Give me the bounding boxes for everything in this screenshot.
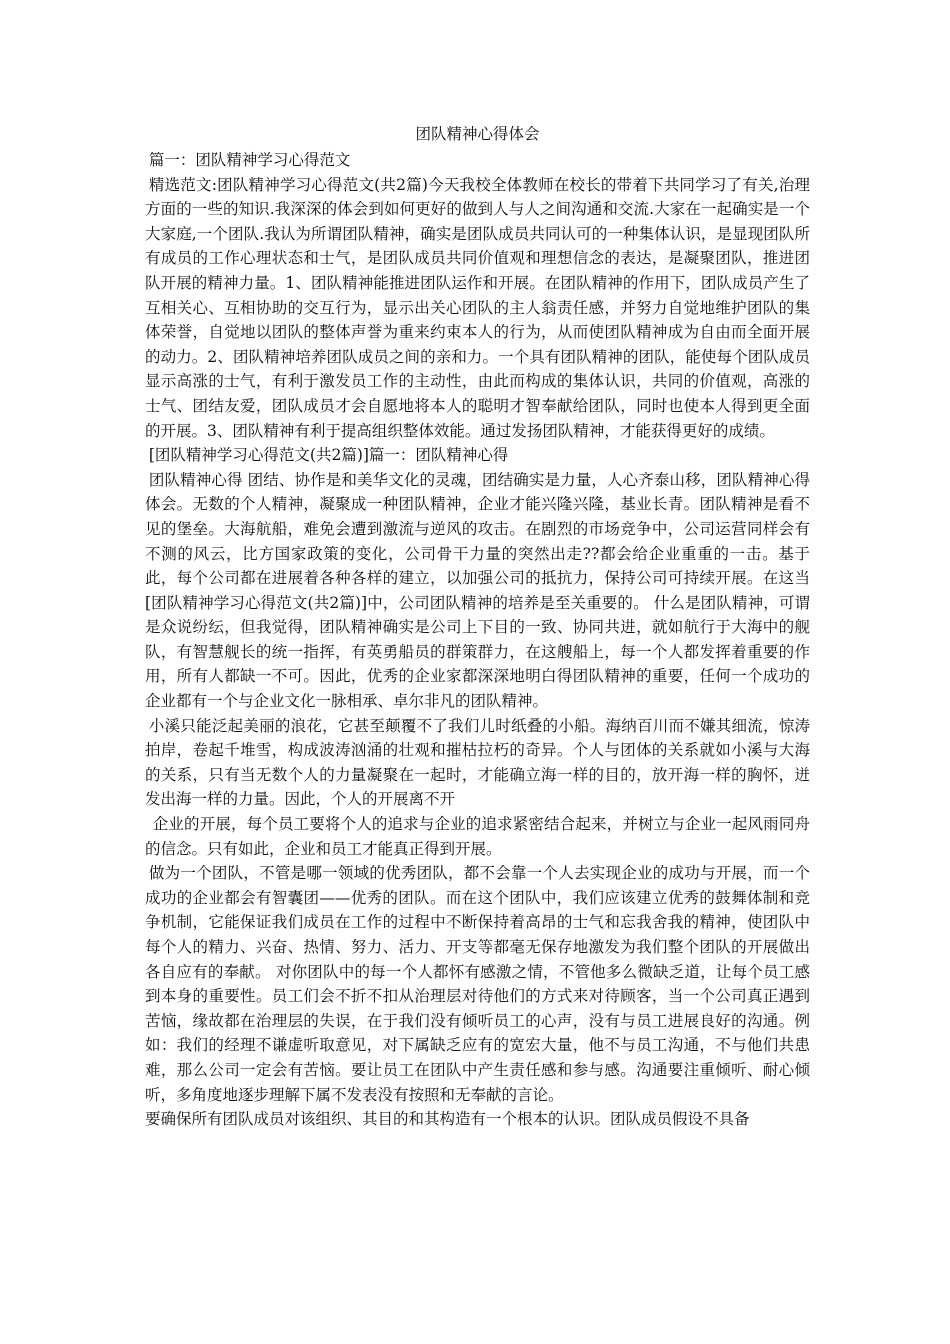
- paragraph-5: 做为一个团队，不管是哪一领域的优秀团队，都不会靠一个人去实现企业的成功与开展，而一个成功的企业都会有智囊团——优秀的团队。而在这个团队中，我们应该建立优秀的鼓舞体制和竞争机制，它能保证我们成员在工作的过程中不断保持着高昂的士气和忘我舍我的精神，使团队中每个人的精力、兴奋、热情、努力、活力、开支等都毫无保存地激发为我们整个团队的开展做出各自应有的奉献。 对你团队中的每一个人都怀有感激之情，不管他多么微缺乏道，让每个员工感到本身的重要性。员工们会不折不扣从治理层对待他们的方式来对待顾客，当一个公司真正遇到苦恼，缘故都在治理层的失误，在于我们没有倾听员工的心声，没有与员工进展良好的沟通。例如：我们的经理不谦虚听取意见，对下属缺乏应有的宽宏大量，他不与员工沟通，不与他们共患难，那么公司一定会有苦恼。要让员工在团队中产生责任感和参与感。沟通要注重倾听、耐心倾听，多角度地逐步理解下属不发表没有按照和无奉献的言论。: [145, 864, 810, 1104]
- section-heading-1: 篇一：团队精神学习心得范文: [148, 151, 351, 169]
- paragraph-4: 企业的开展，每个员工要将个人的追求与企业的追求紧密结合起来，并树立与企业一起风雨同舟的信念。只有如此，企业和员工才能真正得到开展。: [145, 815, 810, 858]
- document-title: 团队精神心得体会: [415, 125, 540, 143]
- paragraph-2: 团队精神心得 团结、协作是和美华文化的灵魂，团结确实是力量，人心齐泰山移，团队精神心得体会。无数的个人精神，凝聚成一种团队精神，企业才能兴隆兴隆，基业长青。团队精神是看不见的堡垒。大海航船，难免会遭到激流与逆风的攻击。在剧烈的市场竞争中，公司运营同样会有不测的风云，比方国家政策的变化，公司骨干力量的突然出走??都会给企业重重的一击。基于此，每个公司都在进展着各种各样的建立，以加强公司的抵抗力，保持公司可持续开展。在这当[团队精神学习心得范文(共2篇)]中，公司团队精神的培养是至关重要的。 什么是团队精神，可谓是众说纷纭，但我觉得，团队精神确实是公司上下目的一致、协同共进，就如航行于大海中的舰队，有智慧舰长的统一指挥，有英勇船员的群策群力，在这艘船上，每一个人都发挥着重要的作用，所有人都缺一不可。因此，优秀的企业家都深深地明白得团队精神的重要，任何一个成功的企业都有一个与企业文化一脉相承、卓尔非凡的团队精神。: [145, 470, 810, 711]
- paragraph-3: 小溪只能泛起美丽的浪花，它甚至颠覆不了我们儿时纸叠的小船。海纳百川而不嫌其细流，惊涛拍岸，卷起千堆雪，构成波涛汹涌的壮观和摧枯拉朽的奇异。个人与团体的关系就如小溪与大海的关系，只有当无数个人的力量凝聚在一起时，才能确立海一样的目的，放开海一样的胸怀，迸发出海一样的力量。因此，个人的开展离不开: [145, 716, 810, 809]
- paragraph-6: 要确保所有团队成员对该组织、其目的和其构造有一个根本的认识。团队成员假设不具备: [145, 1110, 750, 1129]
- section-heading-2: [团队精神学习心得范文(共2篇)]篇一：团队精神心得: [148, 446, 509, 465]
- paragraph-1: 精选范文:团队精神学习心得范文(共2篇)今天我校全体教师在校长的带着下共同学习了有关,治理方面的一些的知识.我深深的体会到如何更好的做到人与人之间沟通和交流.大家在一起确实是一个大家庭,一个团队.我认为所谓团队精神，确实是团队成员共同认可的一种集体认识，是显现团队所有成员的工作心理状态和士气，是团队成员共同价值观和理想信念的表达，是凝聚团队，推进团队开展的精神力量。1、团队精神能推进团队运作和开展。在团队精神的作用下，团队成员产生了互相关心、互相协助的交互行为，显示出关心团队的主人翁责任感，并努力自觉地维护团队的集体荣誉，自觉地以团队的整体声誉为重来约束本人的行为，从而使团队精神成为自由而全面开展的动力。2、团队精神培养团队成员之间的亲和力。一个具有团队精神的团队，能使每个团队成员显示高涨的士气，有利于激发员工作的主动性，由此而构成的集体认识，共同的价值观，高涨的士气、团结友爱，团队成员才会自愿地将本人的聪明才智奉献给团队，同时也使本人得到更全面的开展。3、团队精神有利于提高组织整体效能。通过发扬团队精神，才能获得更好的成绩。: [145, 175, 810, 440]
- document-page: [145, 122, 810, 1132]
